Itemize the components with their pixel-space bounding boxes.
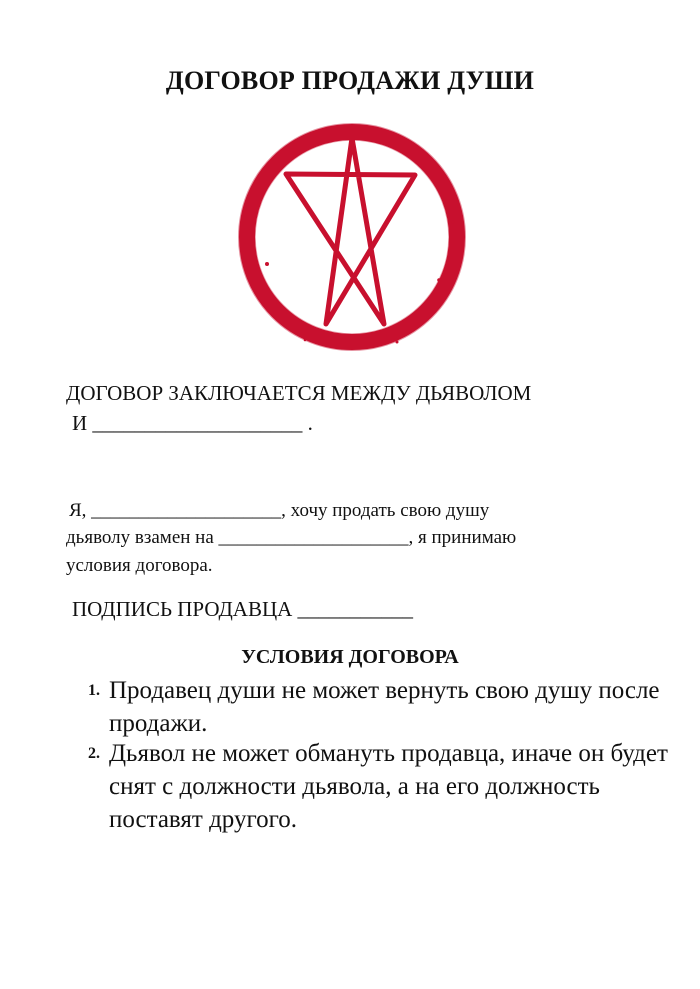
list-item (88, 674, 668, 740)
declaration-line: дьяволу взамен на ____________________, я принимаю (66, 527, 517, 548)
parties-line: ДОГОВОР ЗАКЛЮЧАЕТСЯ МЕЖДУ ДЬЯВОЛОМ (66, 381, 532, 405)
pentagram-icon (227, 112, 477, 362)
document-title: ДОГОВОР ПРОДАЖИ ДУШИ (165, 66, 535, 95)
second-party-blank: И ____________________ . (72, 411, 313, 435)
list-item (88, 737, 668, 836)
list-item-text: Дьявол не может обмануть продавца, иначе он будет снят с должности дьявола, а на его должность поставят другого. (109, 740, 668, 833)
terms-heading: УСЛОВИЯ ДОГОВОРА (241, 646, 459, 668)
seller-signature-line: ПОДПИСЬ ПРОДАВЦА ___________ (72, 597, 414, 621)
declaration-line: Я, ____________________, хочу продать свою душу (69, 500, 490, 521)
list-item-text: Продавец души не может вернуть свою душу после продажи. (109, 677, 660, 737)
declaration-line: условия договора. (66, 555, 213, 576)
list-item-number: 2. (88, 745, 100, 762)
list-item-number: 1. (88, 682, 100, 699)
